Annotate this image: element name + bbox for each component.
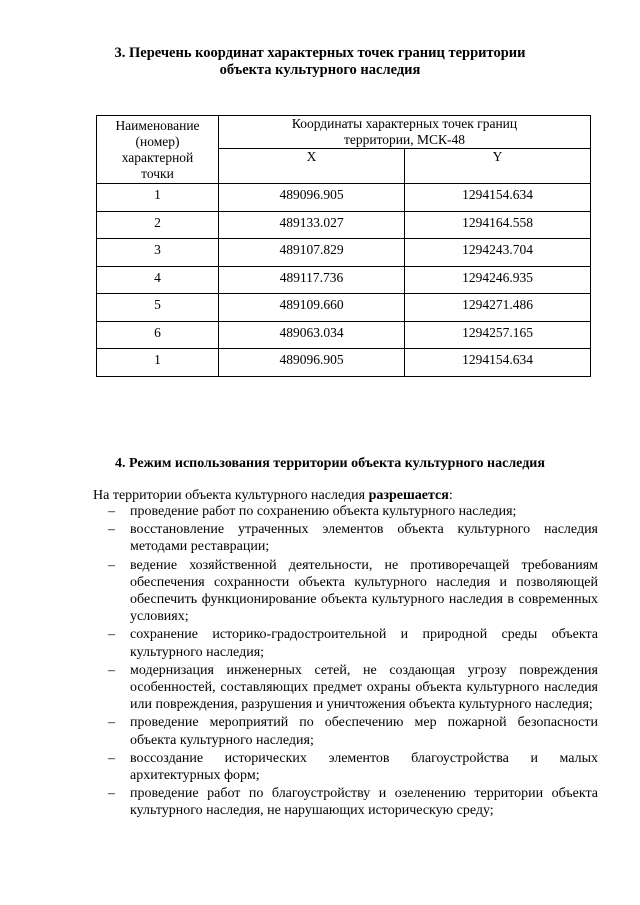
table-row <box>97 184 591 212</box>
point-x: 489117.736 <box>219 266 405 294</box>
list-item <box>93 785 598 819</box>
dash-bullet: – <box>108 750 115 766</box>
point-x: 489109.660 <box>219 294 405 322</box>
intro-colon: : <box>448 488 453 503</box>
list-item <box>93 714 598 748</box>
table-row <box>97 321 591 349</box>
header-coordinates-line: Координаты характерных точек границ <box>291 116 518 131</box>
list-item <box>93 503 598 520</box>
section-4-intro <box>93 487 598 504</box>
dash-bullet: – <box>108 715 115 731</box>
list-item <box>93 750 598 784</box>
point-number: 1 <box>97 349 219 377</box>
point-number: 3 <box>97 239 219 267</box>
point-number: 5 <box>97 294 219 322</box>
header-point-name-line: точки <box>141 166 174 181</box>
section-3-title-line-1: 3. Перечень координат характерных точек границ территории <box>114 45 526 61</box>
list-item-text: воссоздание исторических элементов благоустройства и малых архитектурных форм; <box>130 750 598 784</box>
list-item <box>93 626 598 660</box>
point-number: 6 <box>97 321 219 349</box>
list-item <box>93 662 598 714</box>
dash-bullet: – <box>108 627 115 643</box>
table-row <box>97 294 591 322</box>
list-item-text: сохранение историко-градостроительной и природной среды объекта культурного наследия; <box>130 627 598 660</box>
header-x: X <box>219 149 405 184</box>
coordinates-table <box>96 115 591 377</box>
table-row <box>97 239 591 267</box>
header-coordinates-line: территории, МСК-48 <box>343 132 466 147</box>
list-item-text: ведение хозяйственной деятельности, не противоречащей требованиям обеспечения сохранности объекта культурного наследия и позволяющей обеспечить функционирование объекта культурного наследия в современных условиях; <box>130 557 598 625</box>
list-item-text: проведение работ по сохранению объекта культурного наследия; <box>130 504 517 519</box>
point-x: 489096.905 <box>219 184 405 212</box>
point-x: 489133.027 <box>219 211 405 239</box>
section-3-title-line-2: объекта культурного наследия <box>219 62 421 78</box>
header-point-name-line: Наименование <box>115 118 200 133</box>
table-row <box>97 266 591 294</box>
list-item <box>93 557 598 626</box>
header-coordinates <box>219 116 591 149</box>
header-y: Y <box>405 149 591 184</box>
point-number: 4 <box>97 266 219 294</box>
header-point-name <box>97 116 219 184</box>
point-number: 2 <box>97 211 219 239</box>
intro-emphasis: разрешается <box>368 488 449 503</box>
point-number: 1 <box>97 184 219 212</box>
table-row <box>97 349 591 377</box>
point-x: 489107.829 <box>219 239 405 267</box>
point-y: 1294246.935 <box>405 266 591 294</box>
list-item <box>93 521 598 555</box>
point-y: 1294271.486 <box>405 294 591 322</box>
dash-bullet: – <box>108 662 115 678</box>
list-item-text: восстановление утраченных элементов объекта культурного наследия методами реставрации; <box>130 522 598 555</box>
dash-bullet: – <box>108 504 115 519</box>
dash-bullet: – <box>108 786 115 802</box>
dash-bullet: – <box>108 557 115 573</box>
point-x: 489063.034 <box>219 321 405 349</box>
point-y: 1294164.558 <box>405 211 591 239</box>
point-x: 489096.905 <box>219 349 405 377</box>
section-4-title: 4. Режим использования территории объекта культурного наследия <box>115 456 545 471</box>
point-y: 1294154.634 <box>405 349 591 377</box>
list-item-text: проведение мероприятий по обеспечению мер пожарной безопасности объекта культурного наследия; <box>130 715 598 748</box>
point-y: 1294257.165 <box>405 321 591 349</box>
list-item-text: модернизация инженерных сетей, не создающая угрозу повреждения особенностей, составляющих предмет охраны объекта культурного наследия или повреждения, разрушения и уничтожения объекта культурного наследия; <box>130 662 598 713</box>
list-item-text: проведение работ по благоустройству и озеленению территории объекта культурного наследия, не нарушающих историческую среду; <box>130 786 598 819</box>
intro-text: На территории объекта культурного наследия <box>93 488 369 503</box>
dash-bullet: – <box>108 522 115 538</box>
allowed-activities-list <box>93 503 598 821</box>
header-point-name-line: характерной <box>121 150 194 165</box>
section-3-title <box>60 45 580 79</box>
point-y: 1294243.704 <box>405 239 591 267</box>
table-row <box>97 211 591 239</box>
point-y: 1294154.634 <box>405 184 591 212</box>
header-point-name-line: (номер) <box>135 134 180 149</box>
